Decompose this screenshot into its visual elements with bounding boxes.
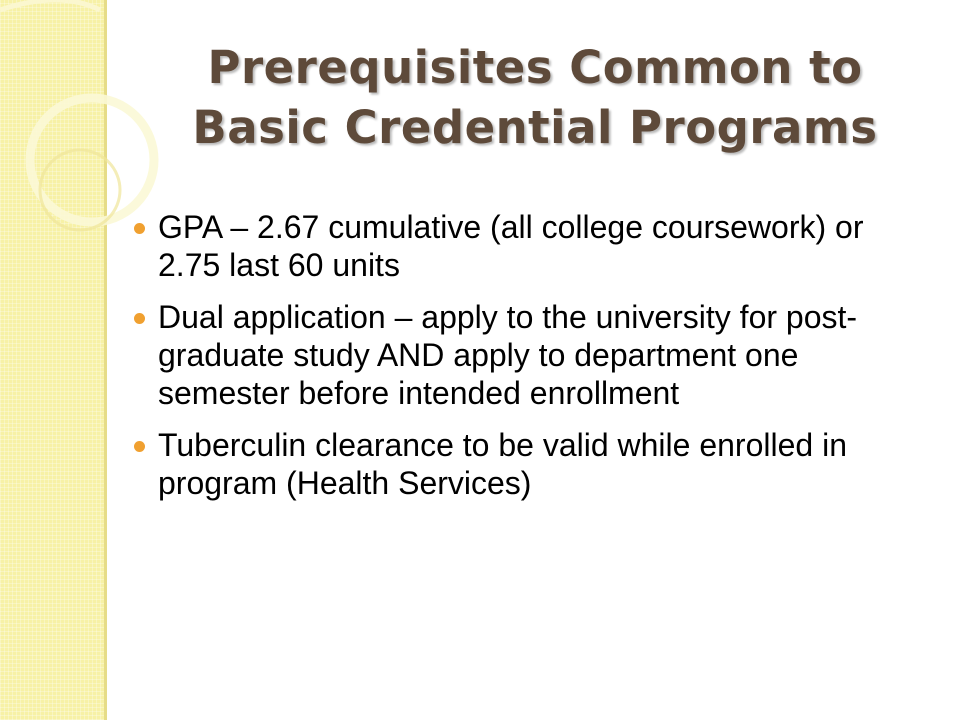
bullet-item-gpa bbox=[128, 208, 918, 284]
bullet-text: GPA – 2.67 cumulative (all college coursework) or 2.75 last 60 units bbox=[158, 209, 864, 283]
slide-title bbox=[140, 38, 930, 158]
bullet-list bbox=[128, 208, 918, 516]
title-line-1: Prerequisites Common to bbox=[207, 41, 863, 94]
bullet-item-dual-application bbox=[128, 298, 918, 412]
bullet-dot-icon bbox=[134, 223, 145, 234]
title-line-2: Basic Credential Programs bbox=[192, 101, 878, 154]
bullet-dot-icon bbox=[134, 441, 145, 452]
bullet-dot-icon bbox=[134, 313, 145, 324]
bullet-item-tuberculin bbox=[128, 426, 918, 502]
bullet-text: Dual application – apply to the university for post-graduate study AND apply to department one semester before intended enrollment bbox=[158, 299, 858, 411]
bullet-text: Tuberculin clearance to be valid while enrolled in program (Health Services) bbox=[158, 427, 847, 501]
